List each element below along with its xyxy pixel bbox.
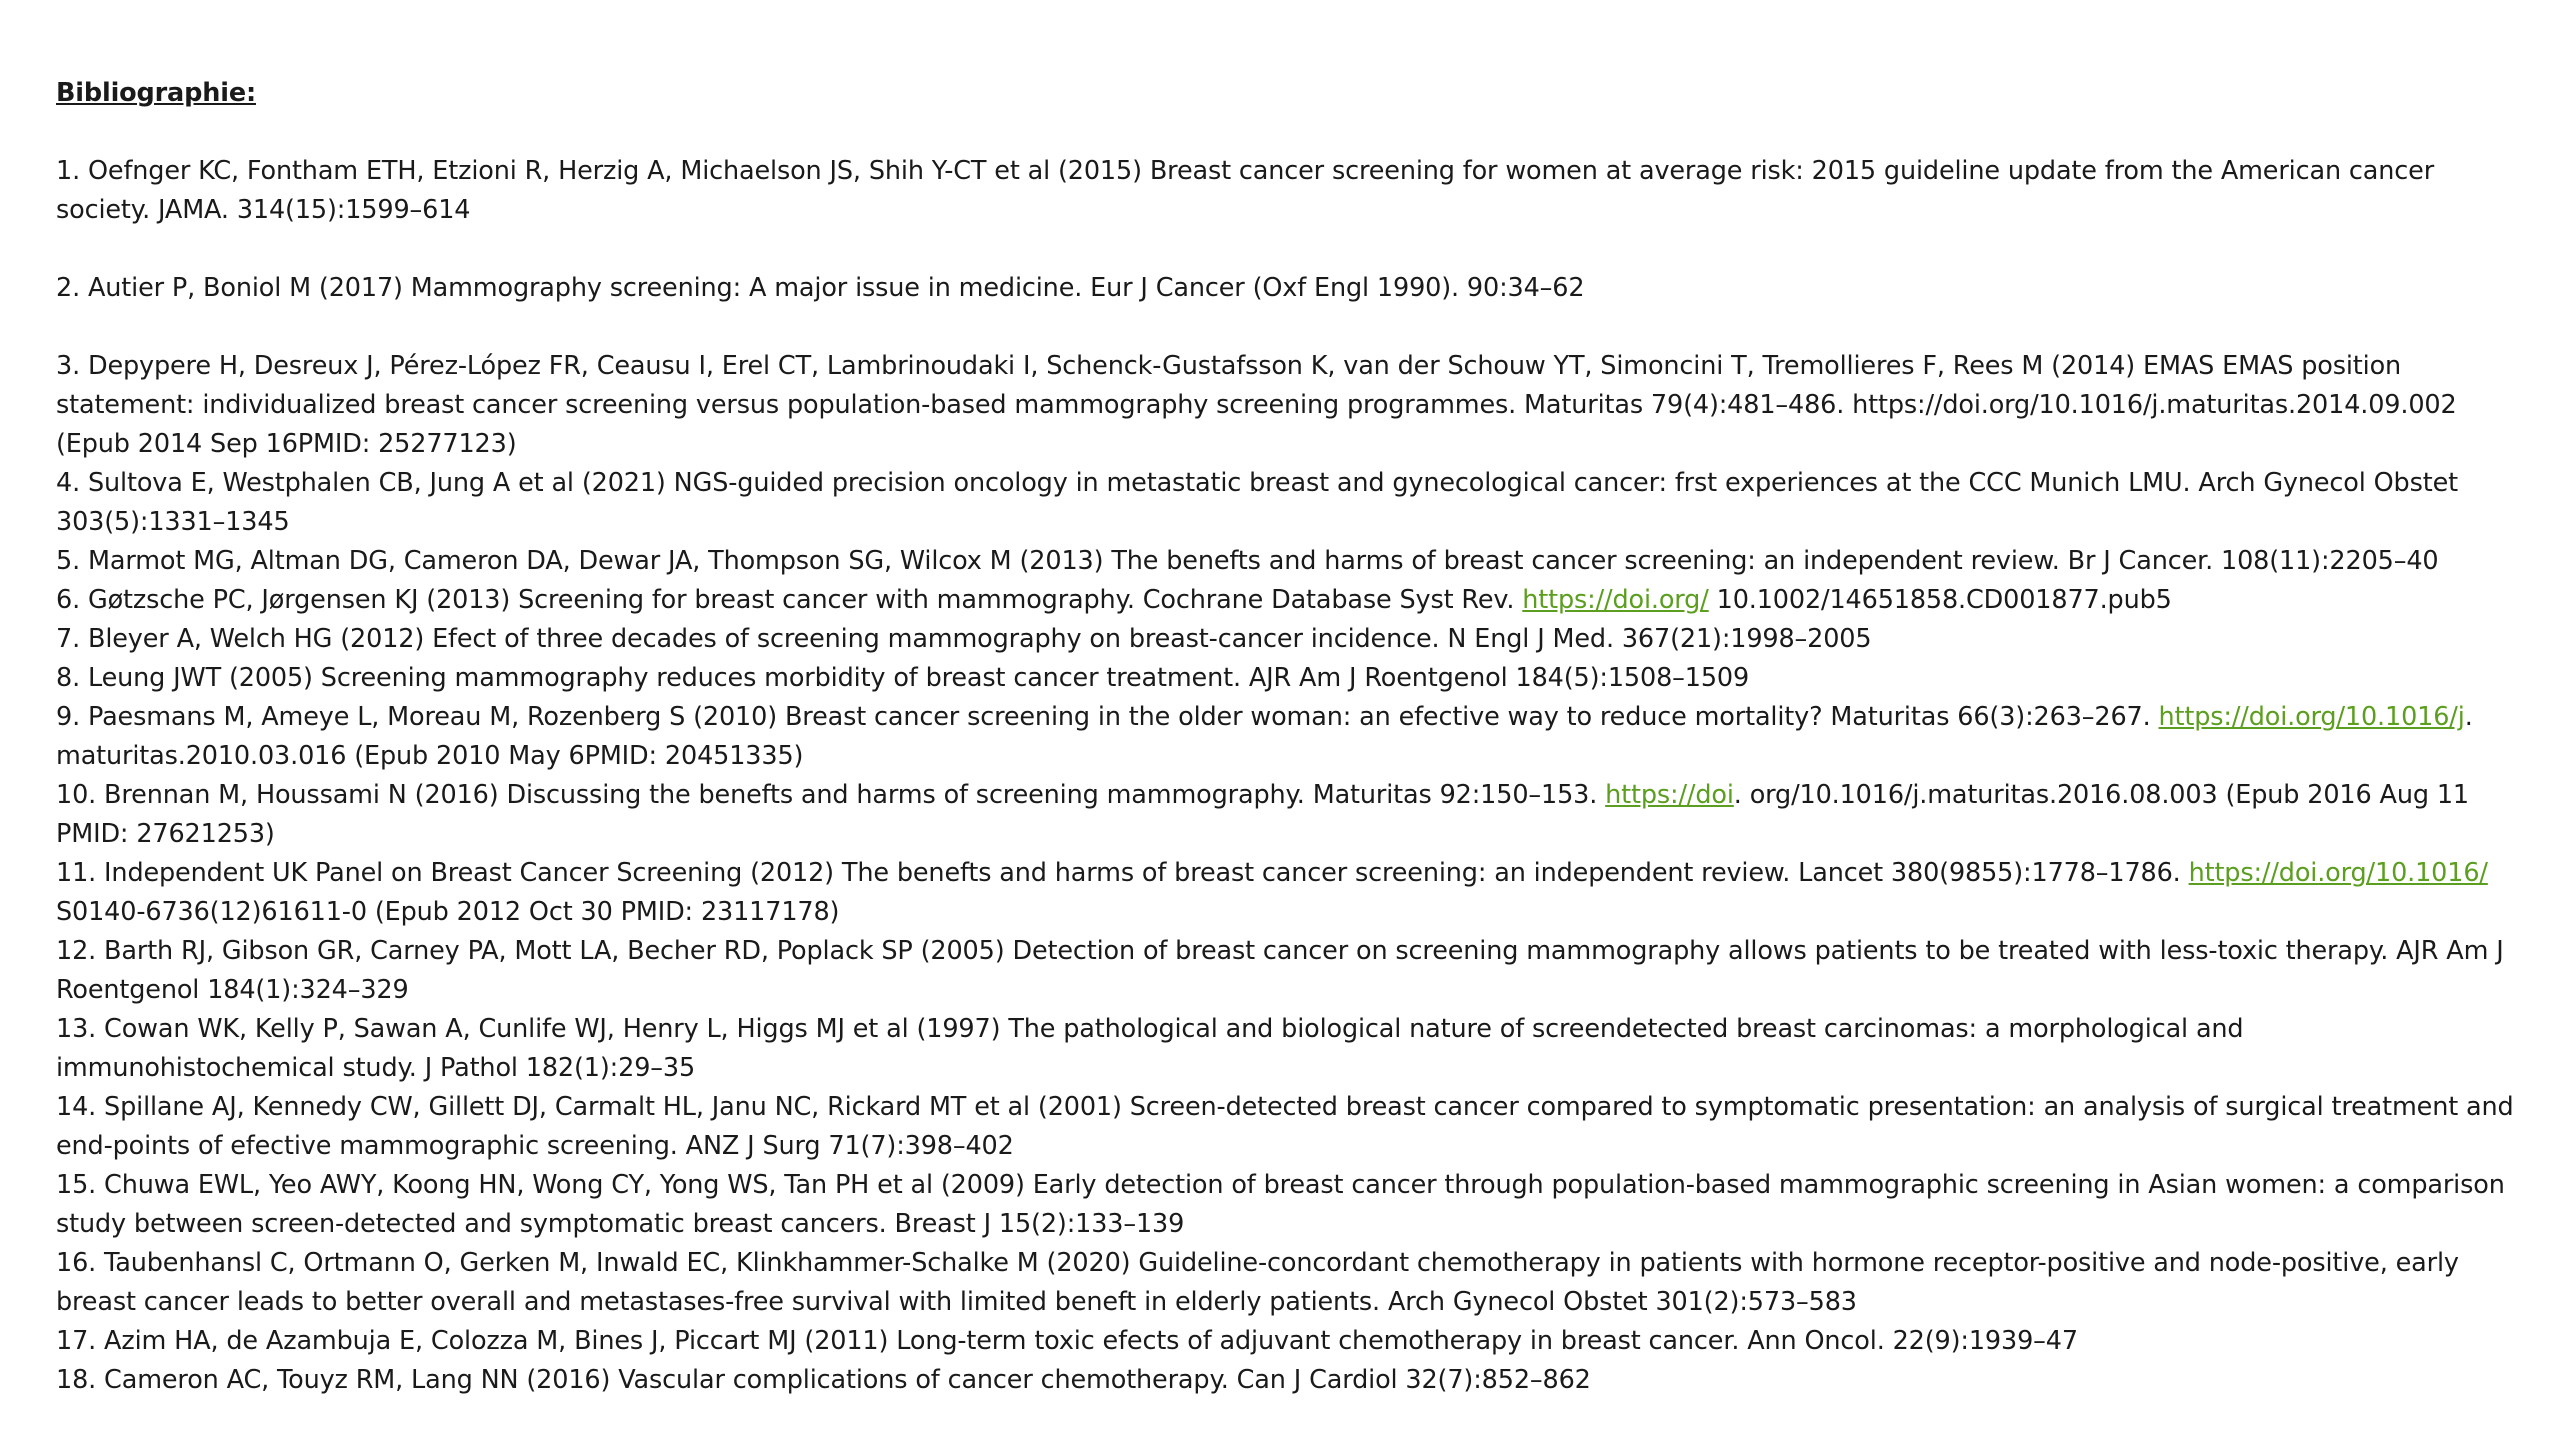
reference-6 xyxy=(56,581,2516,620)
reference-17: 17. Azim HA, de Azambuja E, Colozza M, Bines J, Piccart MJ (2011) Long-term toxic efects of adjuvant chemotherapy in breast cancer. Ann Oncol. 22(9):1939–47 xyxy=(56,1326,2078,1356)
reference-6-doi-link[interactable]: https://doi.org/ xyxy=(1522,585,1709,615)
bibliography-slide xyxy=(56,74,2516,1400)
reference-3: 3. Depypere H, Desreux J, Pérez-López FR, Ceausu I, Erel CT, Lambrinoudaki I, Schenck-Gustafsson K, van der Schouw YT, Simoncini T, Tremollieres F, Rees M (2014) EMAS EMAS position statement: individualized breast cancer screening versus population-based mammography screening programmes. Maturitas 79(4):481–486. https://doi.org/10.1016/j.maturitas.2014.09.002 (Epub 2014 Sep 16PMID: 25277123) xyxy=(56,351,2457,459)
reference-10-doi-link[interactable]: https://doi xyxy=(1605,780,1734,810)
reference-10-text-end: . org/10.1016/j.maturitas.2016.08.003 (Epub 2016 Aug 11 PMID: 27621253) xyxy=(56,780,2469,849)
bibliography-heading: Bibliographie: xyxy=(56,78,257,108)
reference-11-text-end: S0140-6736(12)61611-0 (Epub 2012 Oct 30 PMID: 23117178) xyxy=(56,897,840,927)
reference-6-text: 6. Gøtzsche PC, Jørgensen KJ (2013) Screening for breast cancer with mammography. Cochrane Database Syst Rev. xyxy=(56,585,1523,615)
reference-12: 12. Barth RJ, Gibson GR, Carney PA, Mott LA, Becher RD, Poplack SP (2005) Detection of breast cancer on screening mammography allows patients to be treated with less-toxic therapy. AJR Am J Roentgenol 184(1):324–329 xyxy=(56,936,2504,1005)
reference-9 xyxy=(56,698,2516,776)
reference-8: 8. Leung JWT (2005) Screening mammography reduces morbidity of breast cancer treatment. AJR Am J Roentgenol 184(5):1508–1509 xyxy=(56,663,1750,693)
spacer xyxy=(56,113,2516,152)
spacer xyxy=(56,308,2516,347)
spacer xyxy=(56,230,2516,269)
reference-16: 16. Taubenhansl C, Ortmann O, Gerken M, Inwald EC, Klinkhammer-Schalke M (2020) Guideline-concordant chemotherapy in patients with hormone receptor-positive and node-positive, early breast cancer leads to better overall and metastases-free survival with limited beneft in elderly patients. Arch Gynecol Obstet 301(2):573–583 xyxy=(56,1248,2459,1317)
reference-9-doi-link[interactable]: https://doi.org/10.1016/j xyxy=(2158,702,2465,732)
reference-18: 18. Cameron AC, Touyz RM, Lang NN (2016) Vascular complications of cancer chemotherapy. Can J Cardiol 32(7):852–862 xyxy=(56,1365,1591,1395)
reference-9-text: 9. Paesmans M, Ameye L, Moreau M, Rozenberg S (2010) Breast cancer screening in the older woman: an efective way to reduce mortality? Maturitas 66(3):263–267. xyxy=(56,702,2159,732)
reference-11 xyxy=(56,854,2516,932)
reference-2: 2. Autier P, Boniol M (2017) Mammography screening: A major issue in medicine. Eur J Cancer (Oxf Engl 1990). 90:34–62 xyxy=(56,273,1585,303)
reference-4: 4. Sultova E, Westphalen CB, Jung A et al (2021) NGS-guided precision oncology in metastatic breast and gynecological cancer: frst experiences at the CCC Munich LMU. Arch Gynecol Obstet 303(5):1331–1345 xyxy=(56,468,2458,537)
reference-10-text: 10. Brennan M, Houssami N (2016) Discussing the benefts and harms of screening mammography. Maturitas 92:150–153. xyxy=(56,780,1606,810)
reference-11-doi-link[interactable]: https://doi.org/10.1016/ xyxy=(2188,858,2488,888)
reference-11-text: 11. Independent UK Panel on Breast Cancer Screening (2012) The benefts and harms of breast cancer screening: an independent review. Lancet 380(9855):1778–1786. xyxy=(56,858,2189,888)
reference-5: 5. Marmot MG, Altman DG, Cameron DA, Dewar JA, Thompson SG, Wilcox M (2013) The benefts and harms of breast cancer screening: an independent review. Br J Cancer. 108(11):2205–40 xyxy=(56,546,2439,576)
reference-14: 14. Spillane AJ, Kennedy CW, Gillett DJ, Carmalt HL, Janu NC, Rickard MT et al (2001) Screen-detected breast cancer compared to symptomatic presentation: an analysis of surgical treatment and end-points of efective mammographic screening. ANZ J Surg 71(7):398–402 xyxy=(56,1092,2514,1161)
reference-10 xyxy=(56,776,2516,854)
reference-6-text-end: 10.1002/14651858.CD001877.pub5 xyxy=(1708,585,2172,615)
reference-15: 15. Chuwa EWL, Yeo AWY, Koong HN, Wong CY, Yong WS, Tan PH et al (2009) Early detection of breast cancer through population-based mammographic screening in Asian women: a comparison study between screen-detected and symptomatic breast cancers. Breast J 15(2):133–139 xyxy=(56,1170,2505,1239)
reference-1: 1. Oefnger KC, Fontham ETH, Etzioni R, Herzig A, Michaelson JS, Shih Y-CT et al (2015) Breast cancer screening for women at average risk: 2015 guideline update from the American cancer society. JAMA. 314(15):1599–614 xyxy=(56,156,2435,225)
reference-9-text-end: . maturitas.2010.03.016 (Epub 2010 May 6PMID: 20451335) xyxy=(56,702,2473,771)
reference-13: 13. Cowan WK, Kelly P, Sawan A, Cunlife WJ, Henry L, Higgs MJ et al (1997) The pathological and biological nature of screendetected breast carcinomas: a morphological and immunohistochemical study. J Pathol 182(1):29–35 xyxy=(56,1014,2244,1083)
reference-7: 7. Bleyer A, Welch HG (2012) Efect of three decades of screening mammography on breast-cancer incidence. N Engl J Med. 367(21):1998–2005 xyxy=(56,624,1872,654)
